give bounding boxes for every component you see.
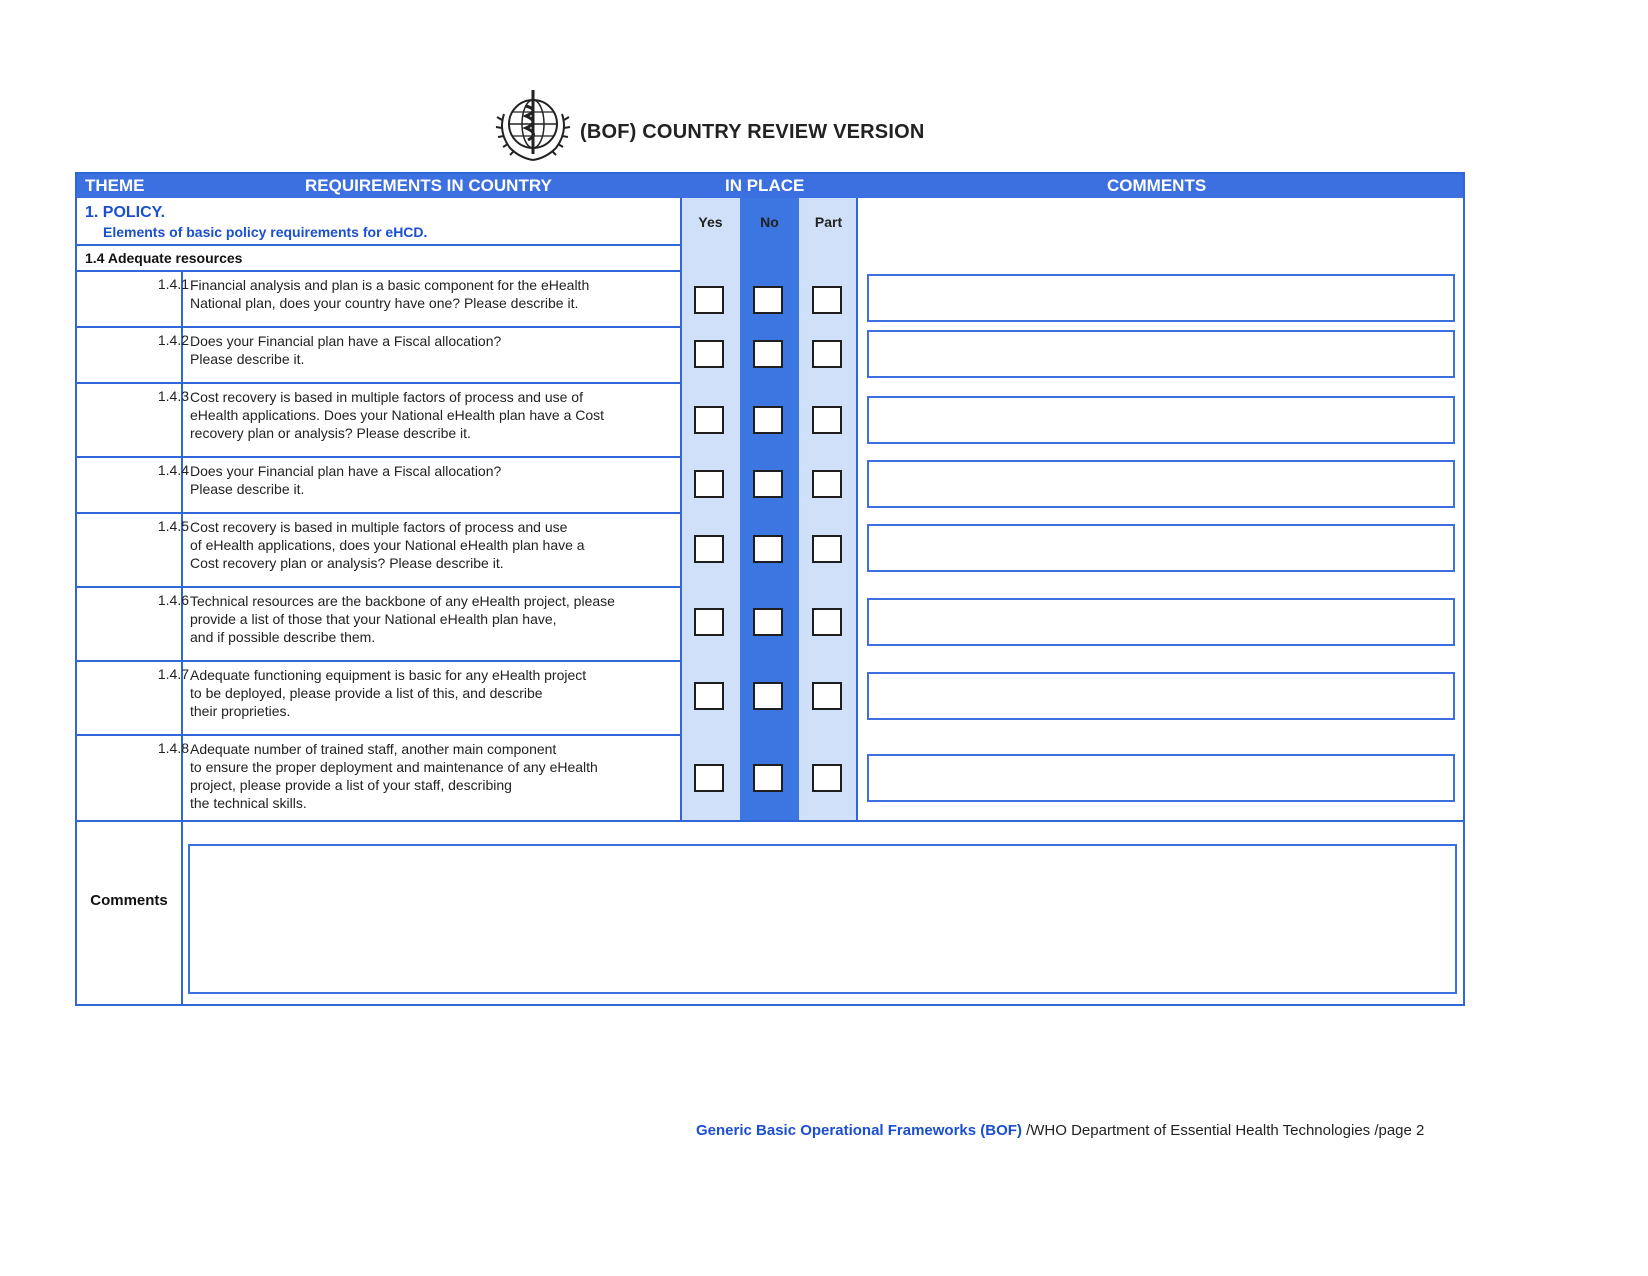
checkbox-yes[interactable]: [694, 340, 724, 368]
checkbox-yes[interactable]: [694, 535, 724, 563]
general-comments-field[interactable]: [188, 844, 1457, 994]
row-comment-field[interactable]: [867, 274, 1455, 322]
row-requirement: Does your Financial plan have a Fiscal allocation? Please describe it.: [190, 463, 502, 497]
table-row: [77, 662, 681, 734]
row-comment-field[interactable]: [867, 396, 1455, 444]
table-row: [77, 736, 681, 820]
row-number: 1.4.8: [157, 740, 189, 756]
table-row: [77, 272, 681, 326]
checkbox-yes[interactable]: [694, 470, 724, 498]
row-number: 1.4.3: [157, 388, 189, 404]
checkbox-part[interactable]: [812, 682, 842, 710]
checkbox-yes[interactable]: [694, 286, 724, 314]
checkbox-no[interactable]: [753, 535, 783, 563]
checkbox-yes[interactable]: [694, 682, 724, 710]
row-number: 1.4.1: [157, 276, 189, 292]
comments-label: Comments: [90, 892, 168, 909]
checkbox-yes[interactable]: [694, 406, 724, 434]
label-part: Part: [814, 214, 843, 230]
row-requirement: Cost recovery is based in multiple factors of process and use of eHealth applications, does your National eHealth plan have a Cost recovery plan or analysis? Please describe it.: [190, 519, 585, 571]
row-requirement: Does your Financial plan have a Fiscal allocation? Please describe it.: [190, 333, 502, 367]
table-row: [77, 588, 681, 660]
checkbox-part[interactable]: [812, 608, 842, 636]
row-comment-field[interactable]: [867, 524, 1455, 572]
section-heading: [85, 204, 427, 240]
row-number: 1.4.5: [157, 518, 189, 534]
checkbox-no[interactable]: [753, 682, 783, 710]
table-row: [77, 328, 681, 382]
checkbox-no[interactable]: [753, 406, 783, 434]
checkbox-yes[interactable]: [694, 764, 724, 792]
footer-department: /WHO Department of Essential Health Technologies /page 2: [1021, 1122, 1425, 1139]
divider: [77, 244, 681, 246]
checkbox-no[interactable]: [753, 286, 783, 314]
row-comment-field[interactable]: [867, 330, 1455, 378]
checkbox-no[interactable]: [753, 340, 783, 368]
subsection-title: 1.4 Adequate resources: [85, 250, 243, 266]
header-requirements: REQUIREMENTS IN COUNTRY: [305, 174, 552, 198]
page-header: [490, 84, 925, 168]
row-number: 1.4.4: [157, 462, 189, 478]
checkbox-yes[interactable]: [694, 608, 724, 636]
document-title: (BOF) COUNTRY REVIEW VERSION: [580, 120, 925, 143]
row-requirement: Financial analysis and plan is a basic component for the eHealth National plan, does your country have one? Please describe it.: [190, 277, 590, 311]
row-number: 1.4.6: [157, 592, 189, 608]
comments-divider: [181, 820, 183, 1006]
section-subtitle: Elements of basic policy requirements for eHCD.: [103, 224, 428, 240]
header-comments: COMMENTS: [1107, 174, 1206, 198]
label-no: No: [760, 214, 779, 230]
table-row: [77, 384, 681, 456]
row-comment-field[interactable]: [867, 460, 1455, 508]
row-requirement: Cost recovery is based in multiple factors of process and use of eHealth applications. Does your National eHealth plan have a Cost recovery plan or analysis? Please describe it.: [190, 389, 605, 441]
checkbox-part[interactable]: [812, 406, 842, 434]
label-yes: Yes: [698, 214, 723, 230]
row-comment-field[interactable]: [867, 672, 1455, 720]
footer-framework-title: Generic Basic Operational Frameworks (BOF): [696, 1122, 1022, 1139]
checkbox-no[interactable]: [753, 608, 783, 636]
review-form: [75, 172, 1465, 1006]
header-theme: THEME: [85, 174, 145, 198]
checkbox-part[interactable]: [812, 286, 842, 314]
checkbox-no[interactable]: [753, 470, 783, 498]
checkbox-part[interactable]: [812, 470, 842, 498]
page-footer: [696, 1122, 1424, 1139]
table-row: [77, 514, 681, 586]
row-comment-field[interactable]: [867, 754, 1455, 802]
checkbox-part[interactable]: [812, 340, 842, 368]
row-comment-field[interactable]: [867, 598, 1455, 646]
checkbox-part[interactable]: [812, 764, 842, 792]
checkbox-part[interactable]: [812, 535, 842, 563]
row-requirement: Adequate functioning equipment is basic for any eHealth project to be deployed, please provide a list of this, and describe their proprieties.: [190, 667, 587, 719]
header-in-place: IN PLACE: [725, 174, 804, 198]
checkbox-no[interactable]: [753, 764, 783, 792]
row-number: 1.4.2: [157, 332, 189, 348]
divider: [77, 820, 1463, 822]
row-requirement: Adequate number of trained staff, another main component to ensure the proper deployment and maintenance of any eHealth project, please provide a list of your staff, describing the technical skills.: [190, 741, 598, 811]
row-requirement: Technical resources are the backbone of any eHealth project, please provide a list of those that your National eHealth plan have, and if possible describe them.: [190, 593, 615, 645]
row-number: 1.4.7: [157, 666, 189, 682]
section-title: 1. POLICY.: [85, 204, 166, 221]
who-emblem-icon: [490, 84, 576, 168]
table-row: [77, 458, 681, 512]
